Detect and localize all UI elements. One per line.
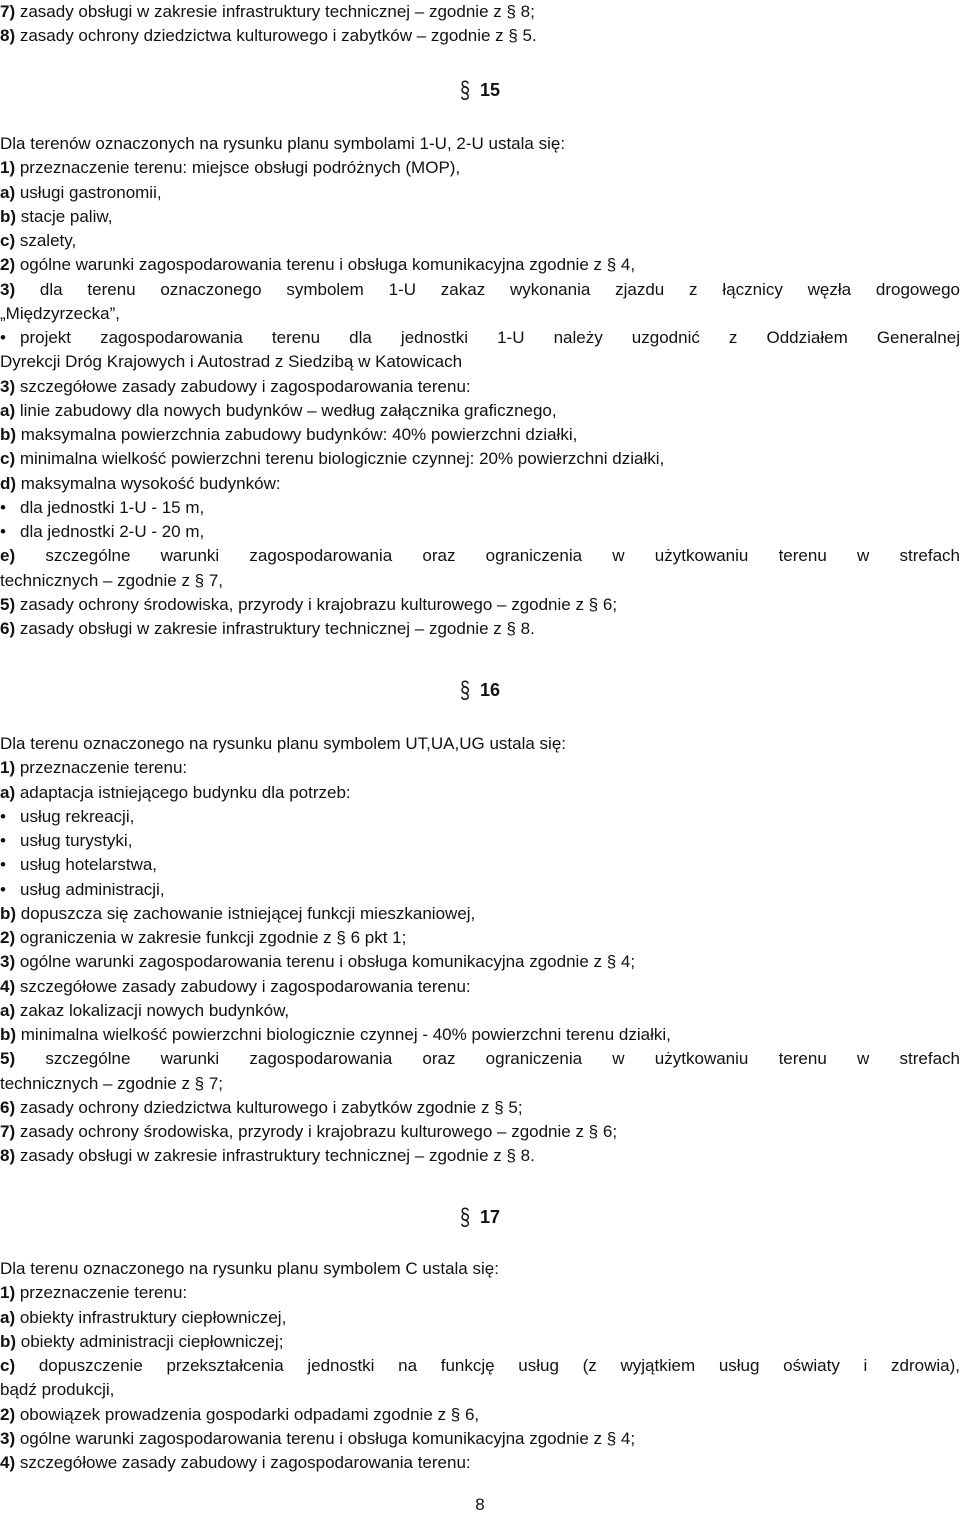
item-number: e) — [0, 546, 16, 566]
section-16-heading — [0, 676, 960, 704]
item-text: usług rekreacji, — [20, 806, 135, 826]
s16-line — [0, 1144, 960, 1168]
item-text: usług administracji, — [20, 879, 165, 899]
s16-line — [0, 805, 960, 829]
item-text: zasady obsługi w zakresie infrastruktury technicznej – zgodnie z § 8; — [15, 2, 535, 21]
item-text: dla jednostki 1-U - 15 m, — [20, 497, 205, 517]
s16-line — [0, 756, 960, 780]
s15-line — [0, 520, 960, 544]
item-text: dopuszcza się zachowanie istniejącej funkcji mieszkaniowej, — [16, 903, 476, 923]
item-number: 3) — [0, 952, 16, 972]
item-text: usługi gastronomii, — [15, 182, 162, 202]
item-text: szczególne warunki zagospodarowania oraz ograniczenia w użytkowaniu terenu w strefach — [15, 546, 960, 566]
item-text: linie zabudowy dla nowych budynków – według załącznika graficznego, — [15, 400, 557, 420]
item-number: 3) — [0, 279, 16, 299]
item-number: c) — [0, 449, 16, 469]
item-text: ograniczenia w zakresie funkcji zgodnie z § 6 pkt 1; — [15, 928, 407, 947]
item-text: zasady ochrony środowiska, przyrody i krajobrazu kulturowego – zgodnie z § 6; — [15, 594, 618, 614]
s15-line — [0, 593, 960, 617]
s17-line — [0, 1378, 960, 1402]
s15-line — [0, 496, 960, 520]
s15-line — [0, 375, 960, 399]
item-text: przeznaczenie terenu: miejsce obsługi podróżnych (MOP), — [15, 158, 461, 178]
s16-line — [0, 853, 960, 877]
s16-line — [0, 926, 960, 950]
s17-line — [0, 1306, 960, 1330]
item-text: szczegółowe zasady zabudowy i zagospodarowania terenu: — [15, 976, 471, 996]
item-number: b) — [0, 206, 17, 226]
item-number: a) — [0, 400, 16, 420]
item-number: b) — [0, 903, 17, 923]
item-number: b) — [0, 1025, 17, 1044]
s15-line — [0, 423, 960, 447]
item-number: 6) — [0, 1097, 16, 1117]
s16-line — [0, 1023, 960, 1047]
item-text: minimalna wielkość powierzchni biologicznie czynnej - 40% powierzchni terenu działki, — [16, 1025, 671, 1044]
s17-line — [0, 1257, 960, 1281]
item-text: zakaz lokalizacji nowych budynków, — [15, 1000, 290, 1020]
item-number: 2) — [0, 255, 16, 275]
item-text: obiekty infrastruktury ciepłowniczej, — [15, 1307, 287, 1327]
s15-line — [0, 472, 960, 496]
item-number: a) — [0, 782, 16, 802]
item-number: 1) — [0, 758, 16, 778]
item-number: 4) — [0, 976, 16, 996]
s16-line — [0, 1047, 960, 1071]
bullet-icon: • — [0, 855, 6, 875]
item-text: ogólne warunki zagospodarowania terenu i obsługa komunikacyjna zgodnie z § 4; — [15, 952, 636, 972]
item-number: a) — [0, 1307, 16, 1327]
bullet-icon: • — [0, 831, 6, 850]
bullet-icon: • — [0, 328, 6, 347]
item-text: Dla terenu oznaczonego na rysunku planu symbolem C ustala się: — [0, 1259, 499, 1278]
s15-line — [0, 156, 960, 180]
item-number: a) — [0, 1000, 16, 1020]
item-number: 8) — [0, 1146, 16, 1166]
item-text: zasady obsługi w zakresie infrastruktury technicznej – zgodnie z § 8. — [15, 1146, 535, 1166]
s17-line — [0, 1451, 960, 1475]
section-number: 15 — [479, 80, 501, 100]
s15-line — [0, 278, 960, 302]
item-text: projekt zagospodarowania terenu dla jednostki 1-U należy uzgodnić z Oddziałem Generalnej — [20, 328, 960, 347]
item-number: c) — [0, 1356, 16, 1375]
item-text: dla jednostki 2-U - 20 m, — [20, 522, 205, 541]
item-text: usług turystyki, — [20, 831, 133, 850]
item-text: przeznaczenie terenu: — [15, 1283, 188, 1303]
s15-line — [0, 181, 960, 205]
s16-line — [0, 1096, 960, 1120]
s16-line — [0, 829, 960, 853]
s15-line — [0, 447, 960, 471]
section-number: 17 — [479, 1207, 501, 1227]
s15-line — [0, 253, 960, 277]
item-number: 7) — [0, 1122, 16, 1141]
item-text: adaptacja istniejącego budynku dla potrzeb: — [15, 782, 351, 802]
item-text: maksymalna wysokość budynków: — [16, 473, 281, 493]
item-number: 3) — [0, 1428, 16, 1448]
item-text: ogólne warunki zagospodarowania terenu i obsługa komunikacyjna zgodnie z § 4; — [15, 1428, 636, 1448]
item-number: 6) — [0, 619, 16, 638]
section-sign: § — [459, 676, 470, 704]
s16-line — [0, 975, 960, 999]
item-text: zasady ochrony dziedzictwa kulturowego i zabytków – zgodnie z § 5. — [15, 26, 537, 46]
s17-line — [0, 1427, 960, 1451]
item-text: stacje paliw, — [16, 206, 113, 226]
section-sign: § — [459, 76, 470, 104]
item-text: Dla terenu oznaczonego na rysunku planu symbolem UT,UA,UG ustala się: — [0, 734, 567, 753]
bullet-icon: • — [0, 497, 6, 517]
item-number: b) — [0, 425, 17, 444]
item-text: minimalna wielkość powierzchni terenu biologicznie czynnej: 20% powierzchni działki, — [15, 449, 665, 469]
item-text: obiekty administracji ciepłowniczej; — [16, 1331, 284, 1351]
section-sign: § — [459, 1203, 470, 1231]
s15-line — [0, 399, 960, 423]
s16-line — [0, 1120, 960, 1144]
item-text: szczegółowe zasady zabudowy i zagospodarowania terenu: — [15, 1453, 471, 1472]
item-text: zasady ochrony dziedzictwa kulturowego i zabytków zgodnie z § 5; — [15, 1097, 523, 1117]
item-number: b) — [0, 1331, 17, 1351]
s15-line — [0, 326, 960, 350]
item-text: dla terenu oznaczonego symbolem 1-U zakaz wykonania zjazdu z łącznicy węzła drogowego — [15, 279, 960, 299]
item-text: szczegółowe zasady zabudowy i zagospodarowania terenu: — [15, 376, 471, 396]
bullet-icon: • — [0, 522, 6, 541]
item-text: zasady ochrony środowiska, przyrody i krajobrazu kulturowego – zgodnie z § 6; — [15, 1122, 618, 1141]
item-number: 5) — [0, 594, 16, 614]
s17-line — [0, 1354, 960, 1378]
section-15-heading — [0, 76, 960, 104]
intro-line — [0, 0, 960, 24]
s16-line — [0, 999, 960, 1023]
item-number: 2) — [0, 928, 16, 947]
s17-line — [0, 1330, 960, 1354]
item-text: maksymalna powierzchnia zabudowy budynków: 40% powierzchni działki, — [16, 425, 578, 444]
s15-line — [0, 132, 960, 156]
item-number: c) — [0, 231, 16, 250]
item-text: technicznych – zgodnie z § 7, — [0, 570, 224, 590]
item-text: bądź produkcji, — [0, 1380, 115, 1400]
item-text: Dyrekcji Dróg Krajowych i Autostrad z Siedzibą w Katowicach — [0, 352, 463, 372]
item-number: d) — [0, 473, 17, 493]
item-number: 4) — [0, 1453, 16, 1472]
item-text: obowiązek prowadzenia gospodarki odpadami zgodnie z § 6, — [15, 1404, 480, 1424]
s15-line — [0, 544, 960, 568]
s16-line — [0, 878, 960, 902]
item-number: 2) — [0, 1404, 16, 1424]
bullet-icon: • — [0, 879, 6, 899]
item-text: szalety, — [15, 231, 77, 250]
section-17-heading — [0, 1203, 960, 1231]
s16-line — [0, 781, 960, 805]
s15-line — [0, 229, 960, 253]
item-text: technicznych – zgodnie z § 7; — [0, 1073, 224, 1093]
s16-line — [0, 950, 960, 974]
item-number: 5) — [0, 1049, 16, 1069]
item-number: 1) — [0, 1283, 16, 1303]
item-text: Dla terenów oznaczonych na rysunku planu symbolami 1-U, 2-U ustala się: — [0, 134, 566, 153]
intro-line — [0, 24, 960, 48]
s17-line — [0, 1281, 960, 1305]
section-number: 16 — [479, 680, 501, 700]
s15-line — [0, 350, 960, 374]
item-text: dopuszczenie przekształcenia jednostki na funkcję usług (z wyjątkiem usług oświaty i zdrowia), — [15, 1356, 960, 1375]
s16-line — [0, 732, 960, 756]
s17-line — [0, 1403, 960, 1427]
s15-line — [0, 205, 960, 229]
item-number: 3) — [0, 376, 16, 396]
s16-line — [0, 902, 960, 926]
item-number: 8) — [0, 26, 16, 46]
item-text: ogólne warunki zagospodarowania terenu i obsługa komunikacyjna zgodnie z § 4, — [15, 255, 636, 275]
item-text: szczególne warunki zagospodarowania oraz ograniczenia w użytkowaniu terenu w strefach — [15, 1049, 960, 1069]
s15-line — [0, 302, 960, 326]
bullet-icon: • — [0, 806, 6, 826]
item-text: zasady obsługi w zakresie infrastruktury technicznej – zgodnie z § 8. — [15, 619, 535, 638]
s15-line — [0, 569, 960, 593]
s16-line — [0, 1072, 960, 1096]
item-text: „Międzyrzecka”, — [0, 303, 120, 323]
item-text: przeznaczenie terenu: — [15, 758, 188, 778]
item-text: usług hotelarstwa, — [20, 855, 158, 875]
item-number: 1) — [0, 158, 16, 178]
item-number: a) — [0, 182, 16, 202]
page-number: 8 — [475, 1495, 485, 1514]
item-number: 7) — [0, 2, 16, 21]
s15-line — [0, 617, 960, 641]
